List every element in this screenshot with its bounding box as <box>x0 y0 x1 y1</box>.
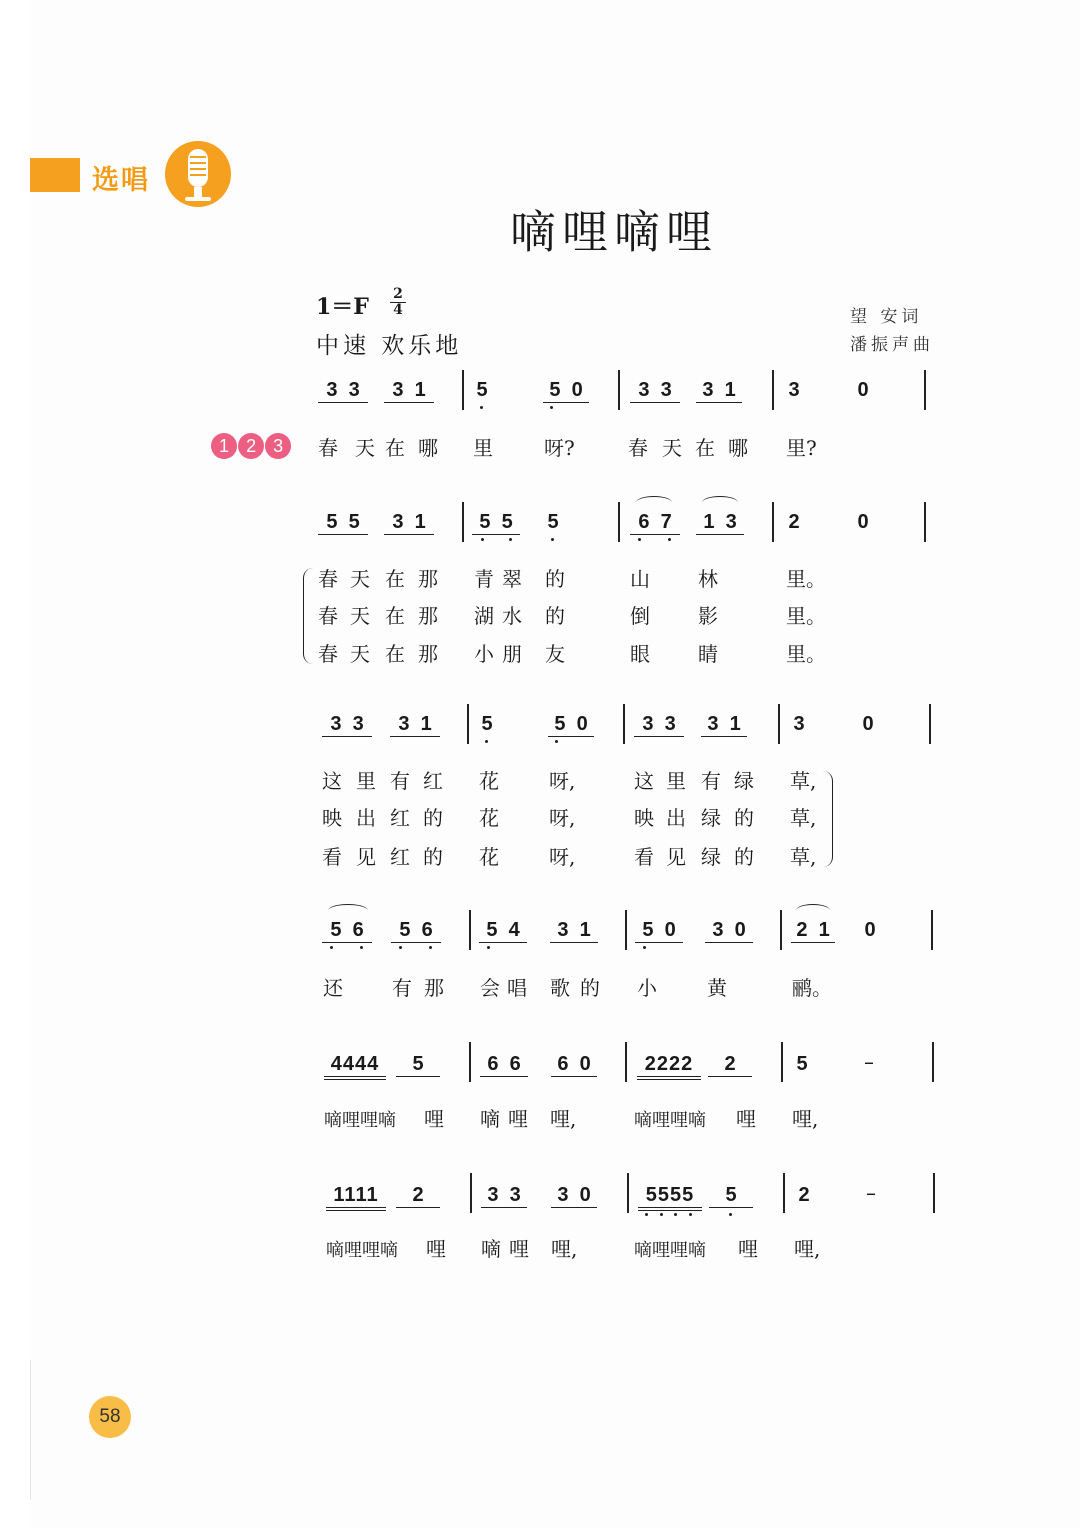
barline <box>618 502 620 542</box>
low-octave-dot <box>674 1213 677 1216</box>
lyric-char: 映 <box>634 806 654 830</box>
note-group: 3 3 <box>318 378 368 403</box>
lyric-char: 映 <box>322 806 342 830</box>
lyric-char: 林 <box>698 567 718 591</box>
lyric-char: 会 <box>480 976 500 1000</box>
note-group: 6 0 <box>551 1052 597 1077</box>
lyric-char: 友 <box>545 642 565 666</box>
low-octave-dot <box>330 946 333 949</box>
lyric-char: 湖 <box>474 604 494 628</box>
barline <box>932 1042 934 1082</box>
lyric-char: 在 <box>385 567 405 591</box>
note-group: 5 6 <box>322 918 372 943</box>
lyric-char: 草, <box>790 806 817 830</box>
low-octave-dot <box>399 946 402 949</box>
note-group: 3 1 <box>696 378 742 403</box>
barline <box>929 704 931 744</box>
lyric-char: 还 <box>323 976 343 1000</box>
lyric-char: 在 <box>385 436 405 460</box>
note: 5 <box>481 713 493 735</box>
song-title: 嘀哩嘀哩 <box>510 205 718 259</box>
note-group: 5 5 <box>318 510 368 535</box>
lyric-char: 春 <box>318 604 338 628</box>
tie-slur <box>702 496 738 509</box>
lyricist-credit: 望 安词 <box>850 307 923 327</box>
lyric-char: 见 <box>666 845 686 869</box>
barline <box>924 370 926 410</box>
note-group: 5 0 <box>548 712 594 737</box>
lyric-char: 翠 <box>502 567 522 591</box>
lyric-word: 嘀哩哩嘀 <box>634 1110 706 1131</box>
lyric-char: 里。 <box>786 642 826 666</box>
lyric-char: 歌 <box>550 976 570 1000</box>
note-group: 3 1 <box>384 510 434 535</box>
lyric-char: 呀? <box>544 436 575 460</box>
note-group: 5 6 <box>391 918 441 943</box>
lyric-char: 春 <box>318 436 338 460</box>
note-group: 1 3 <box>696 510 744 535</box>
lyric-char: 水 <box>502 604 522 628</box>
barline <box>462 370 464 410</box>
barline <box>772 370 774 410</box>
low-octave-dot <box>555 740 558 743</box>
lyric-char: 唱 <box>507 976 527 1000</box>
lyric-char: 的 <box>734 845 754 869</box>
microphone-icon <box>163 139 233 211</box>
lyric-char: 花 <box>479 845 499 869</box>
lyric-char: 哩 <box>736 1107 756 1131</box>
lyric-char: 哩 <box>509 1237 529 1261</box>
barline <box>467 704 469 744</box>
lyric-char: 青 <box>474 567 494 591</box>
lyric-char: 有 <box>701 769 721 793</box>
note-group: 5 4 <box>479 918 527 943</box>
note-group: 2 <box>708 1052 752 1077</box>
low-octave-dot <box>487 946 490 949</box>
lyric-char: 哩 <box>738 1237 758 1261</box>
note-group: 4444 <box>324 1052 386 1080</box>
lyric-word: 嘀哩哩嘀 <box>326 1240 398 1261</box>
verse-badge: 1 <box>211 433 237 459</box>
lyric-char: 草, <box>790 769 817 793</box>
note: 5 <box>476 379 488 401</box>
lyric-char: 那 <box>418 567 438 591</box>
tie-slur <box>796 904 830 917</box>
lyric-char: 出 <box>666 806 686 830</box>
lyric-char: 看 <box>634 845 654 869</box>
note: 5 <box>796 1053 808 1075</box>
lyric-char: 天 <box>662 436 682 460</box>
lyric-char: 的 <box>423 806 443 830</box>
lyric-char: 里 <box>473 436 493 460</box>
lyric-char: 里。 <box>786 567 826 591</box>
tie-slur <box>636 496 672 509</box>
page-edge-line <box>30 1360 31 1500</box>
lyric-char: 天 <box>350 604 370 628</box>
lyric-char: 有 <box>392 976 412 1000</box>
low-octave-dot <box>638 538 641 541</box>
lyric-char: 嘀 <box>481 1237 501 1261</box>
lyric-char: 黄 <box>707 976 727 1000</box>
note-group: 5 5 <box>472 510 520 535</box>
low-octave-dot <box>509 538 512 541</box>
page-number: 58 <box>89 1396 131 1438</box>
time-signature <box>390 288 406 317</box>
lyric-char: 倒 <box>630 604 650 628</box>
note-group: 2222 <box>637 1052 701 1080</box>
lyric-char: 见 <box>356 845 376 869</box>
time-signature-bottom: 4 <box>393 302 403 318</box>
note-group: 1111 <box>326 1183 386 1211</box>
barline <box>462 502 464 542</box>
key-signature: 1＝F <box>316 294 369 320</box>
lyric-char: 哪 <box>418 436 438 460</box>
lyric-char: 这 <box>634 769 654 793</box>
lyric-char: 天 <box>350 642 370 666</box>
note: 3 <box>788 379 800 401</box>
barline <box>469 1042 471 1082</box>
lyric-char: 花 <box>479 769 499 793</box>
barline <box>778 704 780 744</box>
barline <box>783 1173 785 1213</box>
note-group: 3 1 <box>550 918 598 943</box>
barline <box>618 370 620 410</box>
note-group: 5555 <box>638 1183 702 1211</box>
note-group: 6 6 <box>480 1052 528 1077</box>
lyric-char: 的 <box>734 806 754 830</box>
note-group: 3 0 <box>705 918 753 943</box>
lyric-word: 嘀哩哩嘀 <box>634 1240 706 1261</box>
lyric-char: 哩, <box>794 1237 821 1261</box>
lyric-char: 哩, <box>551 1237 578 1261</box>
note-group: 5 0 <box>543 378 589 403</box>
note-group: 3 1 <box>384 378 434 403</box>
lyric-char: 朋 <box>502 642 522 666</box>
low-octave-dot <box>485 740 488 743</box>
note-group: 5 <box>396 1052 440 1077</box>
barline <box>627 1173 629 1213</box>
time-signature-top: 2 <box>393 286 403 302</box>
note-group: 5 <box>709 1183 753 1208</box>
note-group: 3 3 <box>634 712 684 737</box>
lyric-char: 在 <box>385 642 405 666</box>
lyric-char: 里。 <box>786 604 826 628</box>
note-group: 2 1 <box>791 918 835 943</box>
lyric-char: 哩 <box>426 1237 446 1261</box>
tempo-marking: 中速 欢乐地 <box>316 333 463 359</box>
lyric-char: 里? <box>786 436 817 460</box>
note: 2 <box>788 511 800 533</box>
lyric-char: 在 <box>385 604 405 628</box>
lyric-char: 的 <box>423 845 443 869</box>
note: 0 <box>862 713 874 735</box>
low-octave-dot <box>660 1213 663 1216</box>
lyric-char: 绿 <box>734 769 754 793</box>
note: 2 <box>798 1184 810 1206</box>
low-octave-dot <box>481 538 484 541</box>
lyric-char: 绿 <box>701 806 721 830</box>
lyric-char: 在 <box>695 436 715 460</box>
lyric-char: 眼 <box>630 642 650 666</box>
lyric-char: 的 <box>545 567 565 591</box>
barline <box>933 1173 935 1213</box>
note: 5 <box>547 511 559 533</box>
note-group: 6 7 <box>630 510 680 535</box>
barline <box>780 910 782 950</box>
barline <box>625 910 627 950</box>
note-group: 3 3 <box>630 378 680 403</box>
lyric-char: 哩 <box>424 1107 444 1131</box>
lyric-char: 草, <box>790 845 817 869</box>
section-label: 选唱 <box>92 165 150 196</box>
sustain-dash: – <box>864 1050 874 1074</box>
lyric-char: 天 <box>350 567 370 591</box>
lyric-char: 睛 <box>698 642 718 666</box>
lyric-char: 花 <box>479 806 499 830</box>
note: 0 <box>864 919 876 941</box>
lyric-char: 里 <box>666 769 686 793</box>
barline <box>924 502 926 542</box>
barline <box>781 1042 783 1082</box>
note-group: 2 <box>396 1183 440 1208</box>
lyric-char: 这 <box>322 769 342 793</box>
note-group: 5 0 <box>635 918 683 943</box>
lyric-char: 出 <box>356 806 376 830</box>
low-octave-dot <box>668 538 671 541</box>
lyric-char: 小 <box>474 642 494 666</box>
lyric-word: 嘀哩哩嘀 <box>324 1110 396 1131</box>
verse-badge: 3 <box>265 433 291 459</box>
barline <box>772 502 774 542</box>
low-octave-dot <box>643 946 646 949</box>
lyric-char: 小 <box>637 976 657 1000</box>
lyric-char: 的 <box>580 976 600 1000</box>
lyric-char: 呀, <box>549 845 576 869</box>
note: 0 <box>857 511 869 533</box>
note-group: 3 1 <box>701 712 747 737</box>
lyric-char: 看 <box>322 845 342 869</box>
tie-slur <box>328 904 368 917</box>
lyric-char: 嘀 <box>480 1107 500 1131</box>
verse-brace <box>303 568 314 664</box>
barline <box>469 910 471 950</box>
barline <box>470 1173 472 1213</box>
lyric-char: 哩, <box>792 1107 819 1131</box>
barline <box>625 1042 627 1082</box>
lyric-char: 红 <box>423 769 443 793</box>
lyric-char: 春 <box>318 642 338 666</box>
verse-markers <box>211 433 287 459</box>
lyric-char: 呀, <box>549 806 576 830</box>
lyric-char: 哩 <box>508 1107 528 1131</box>
lyric-char: 山 <box>630 567 650 591</box>
note: 3 <box>793 713 805 735</box>
note-group: 3 0 <box>551 1183 597 1208</box>
sustain-dash: – <box>866 1181 876 1205</box>
lyric-char: 里 <box>356 769 376 793</box>
low-octave-dot <box>645 1213 648 1216</box>
lyric-char: 那 <box>418 642 438 666</box>
barline <box>623 704 625 744</box>
verse-brace <box>822 771 833 867</box>
low-octave-dot <box>429 946 432 949</box>
lyric-char: 影 <box>698 604 718 628</box>
lyric-char: 红 <box>390 806 410 830</box>
lyric-char: 绿 <box>701 845 721 869</box>
lyric-char: 呀, <box>549 769 576 793</box>
verse-badge: 2 <box>238 433 264 459</box>
lyric-char: 红 <box>390 845 410 869</box>
lyric-char: 哩, <box>550 1107 577 1131</box>
low-octave-dot <box>689 1213 692 1216</box>
barline <box>931 910 933 950</box>
lyric-char: 有 <box>390 769 410 793</box>
low-octave-dot <box>360 946 363 949</box>
lyric-char: 的 <box>545 604 565 628</box>
lyric-char: 哪 <box>728 436 748 460</box>
lyric-char: 那 <box>418 604 438 628</box>
lyric-char: 那 <box>424 976 444 1000</box>
lyric-char: 春 <box>628 436 648 460</box>
low-octave-dot <box>480 406 483 409</box>
low-octave-dot <box>550 406 553 409</box>
note-group: 3 3 <box>481 1183 527 1208</box>
lyric-char: 天 <box>355 436 375 460</box>
note-group: 3 1 <box>390 712 440 737</box>
lyric-char: 春 <box>318 567 338 591</box>
note-group: 3 3 <box>322 712 372 737</box>
low-octave-dot <box>729 1213 732 1216</box>
note: 0 <box>857 379 869 401</box>
lyric-char: 鹂。 <box>792 976 832 1000</box>
low-octave-dot <box>551 538 554 541</box>
composer-credit: 潘振声曲 <box>850 335 934 355</box>
section-tab-bar <box>30 158 80 192</box>
